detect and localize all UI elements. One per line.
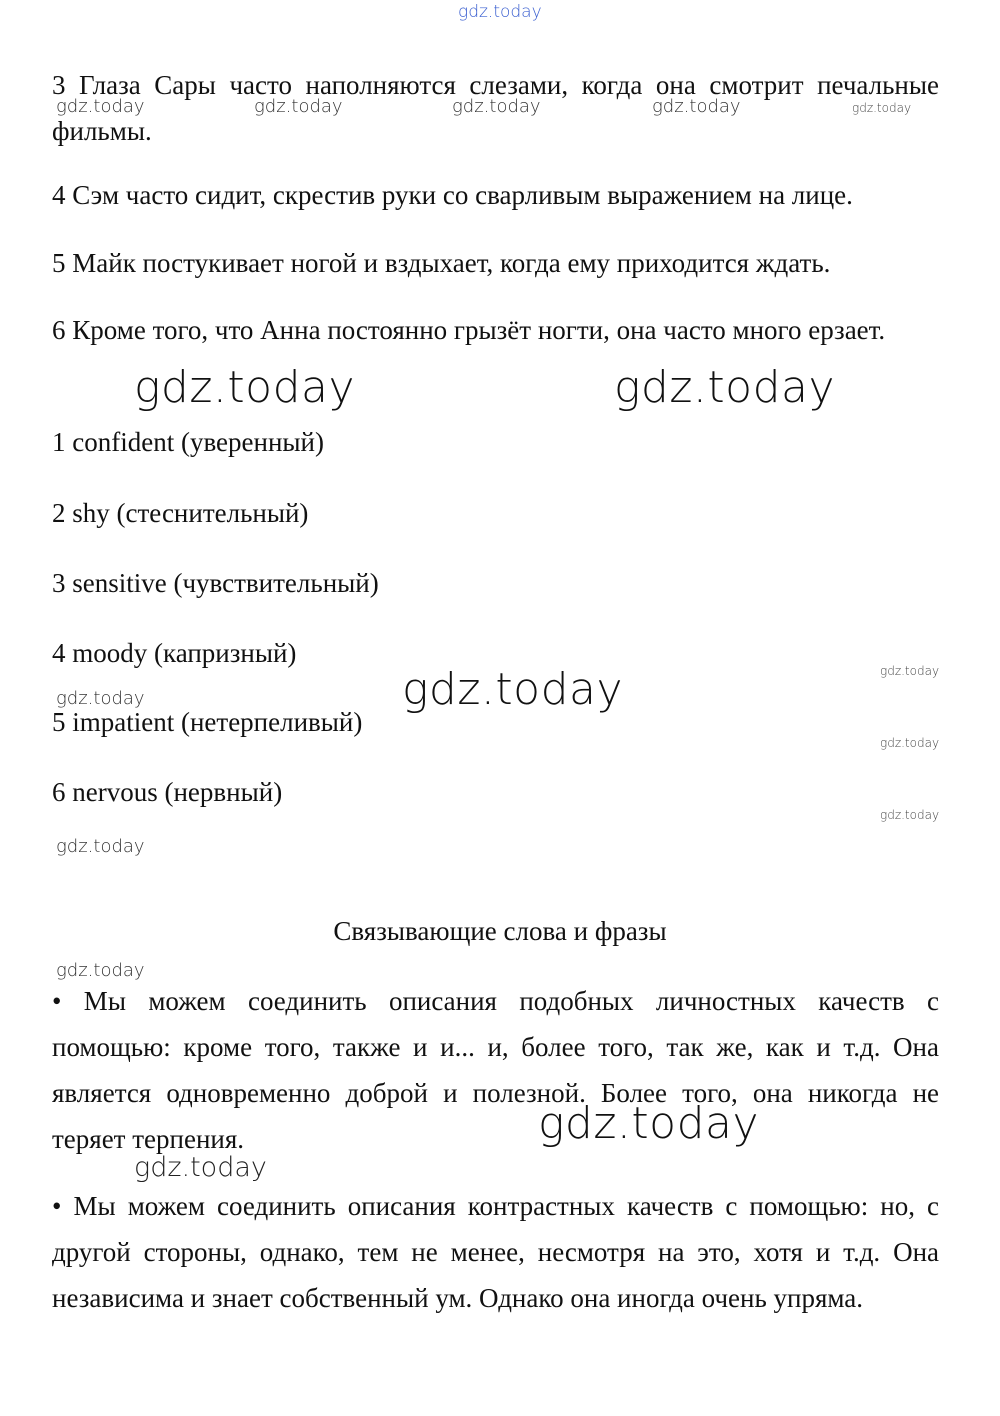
watermark: gdz.today: [254, 96, 343, 117]
watermark: gdz.today: [56, 960, 145, 981]
watermark: gdz.today: [852, 101, 912, 115]
watermark: gdz.today: [56, 96, 145, 117]
watermark: gdz.today: [56, 688, 145, 709]
watermark-medium: gdz.today: [134, 1152, 267, 1183]
bullet-contrasting-qualities: • Мы можем соединить описания контрастных качеств с помощью: но, с другой стороны, однако, тем не менее, несмотря на это, хотя и т.д. Она независима и знает собственный ум. Однако она иногда очень упряма.: [52, 1191, 939, 1313]
watermark-large: gdz.today: [134, 362, 356, 413]
answer-1: 1 confident (уверенный): [52, 427, 324, 457]
answer-3: 3 sensitive (чувствительный): [52, 568, 379, 598]
answer-5: 5 impatient (нетерпеливый): [52, 707, 363, 737]
watermark-top: gdz.today: [458, 2, 542, 22]
watermark-large: gdz.today: [538, 1098, 760, 1149]
watermark-large: gdz.today: [402, 664, 624, 715]
answer-6: 6 nervous (нервный): [52, 777, 283, 807]
watermark: gdz.today: [880, 664, 940, 678]
sentence-3: 3 Глаза Сары часто наполняются слезами, когда она смотрит печальные фильмы.: [52, 70, 939, 146]
sentence-5: 5 Майк постукивает ногой и вздыхает, когда ему приходится ждать.: [52, 248, 831, 278]
watermark: gdz.today: [452, 96, 541, 117]
sentence-4: 4 Сэм часто сидит, скрестив руки со сварливым выражением на лице.: [52, 180, 853, 210]
watermark: gdz.today: [880, 736, 940, 750]
section-title: Связывающие слова и фразы: [333, 916, 667, 946]
watermark-large: gdz.today: [614, 362, 836, 413]
sentence-6: 6 Кроме того, что Анна постоянно грызёт ногти, она часто много ерзает.: [52, 315, 886, 345]
watermark: gdz.today: [880, 808, 940, 822]
answer-4: 4 moody (капризный): [52, 638, 297, 668]
watermark: gdz.today: [56, 836, 145, 857]
bullet-similar-qualities: • Мы можем соединить описания подобных личностных качеств с помощью: кроме того, также и и... и, более того, так же, как и т.д. Она является одновременно доброй и полезной. Более того, она никогда не теряет терпения.: [52, 986, 939, 1154]
watermark: gdz.today: [652, 96, 741, 117]
answer-2: 2 shy (стеснительный): [52, 498, 309, 528]
